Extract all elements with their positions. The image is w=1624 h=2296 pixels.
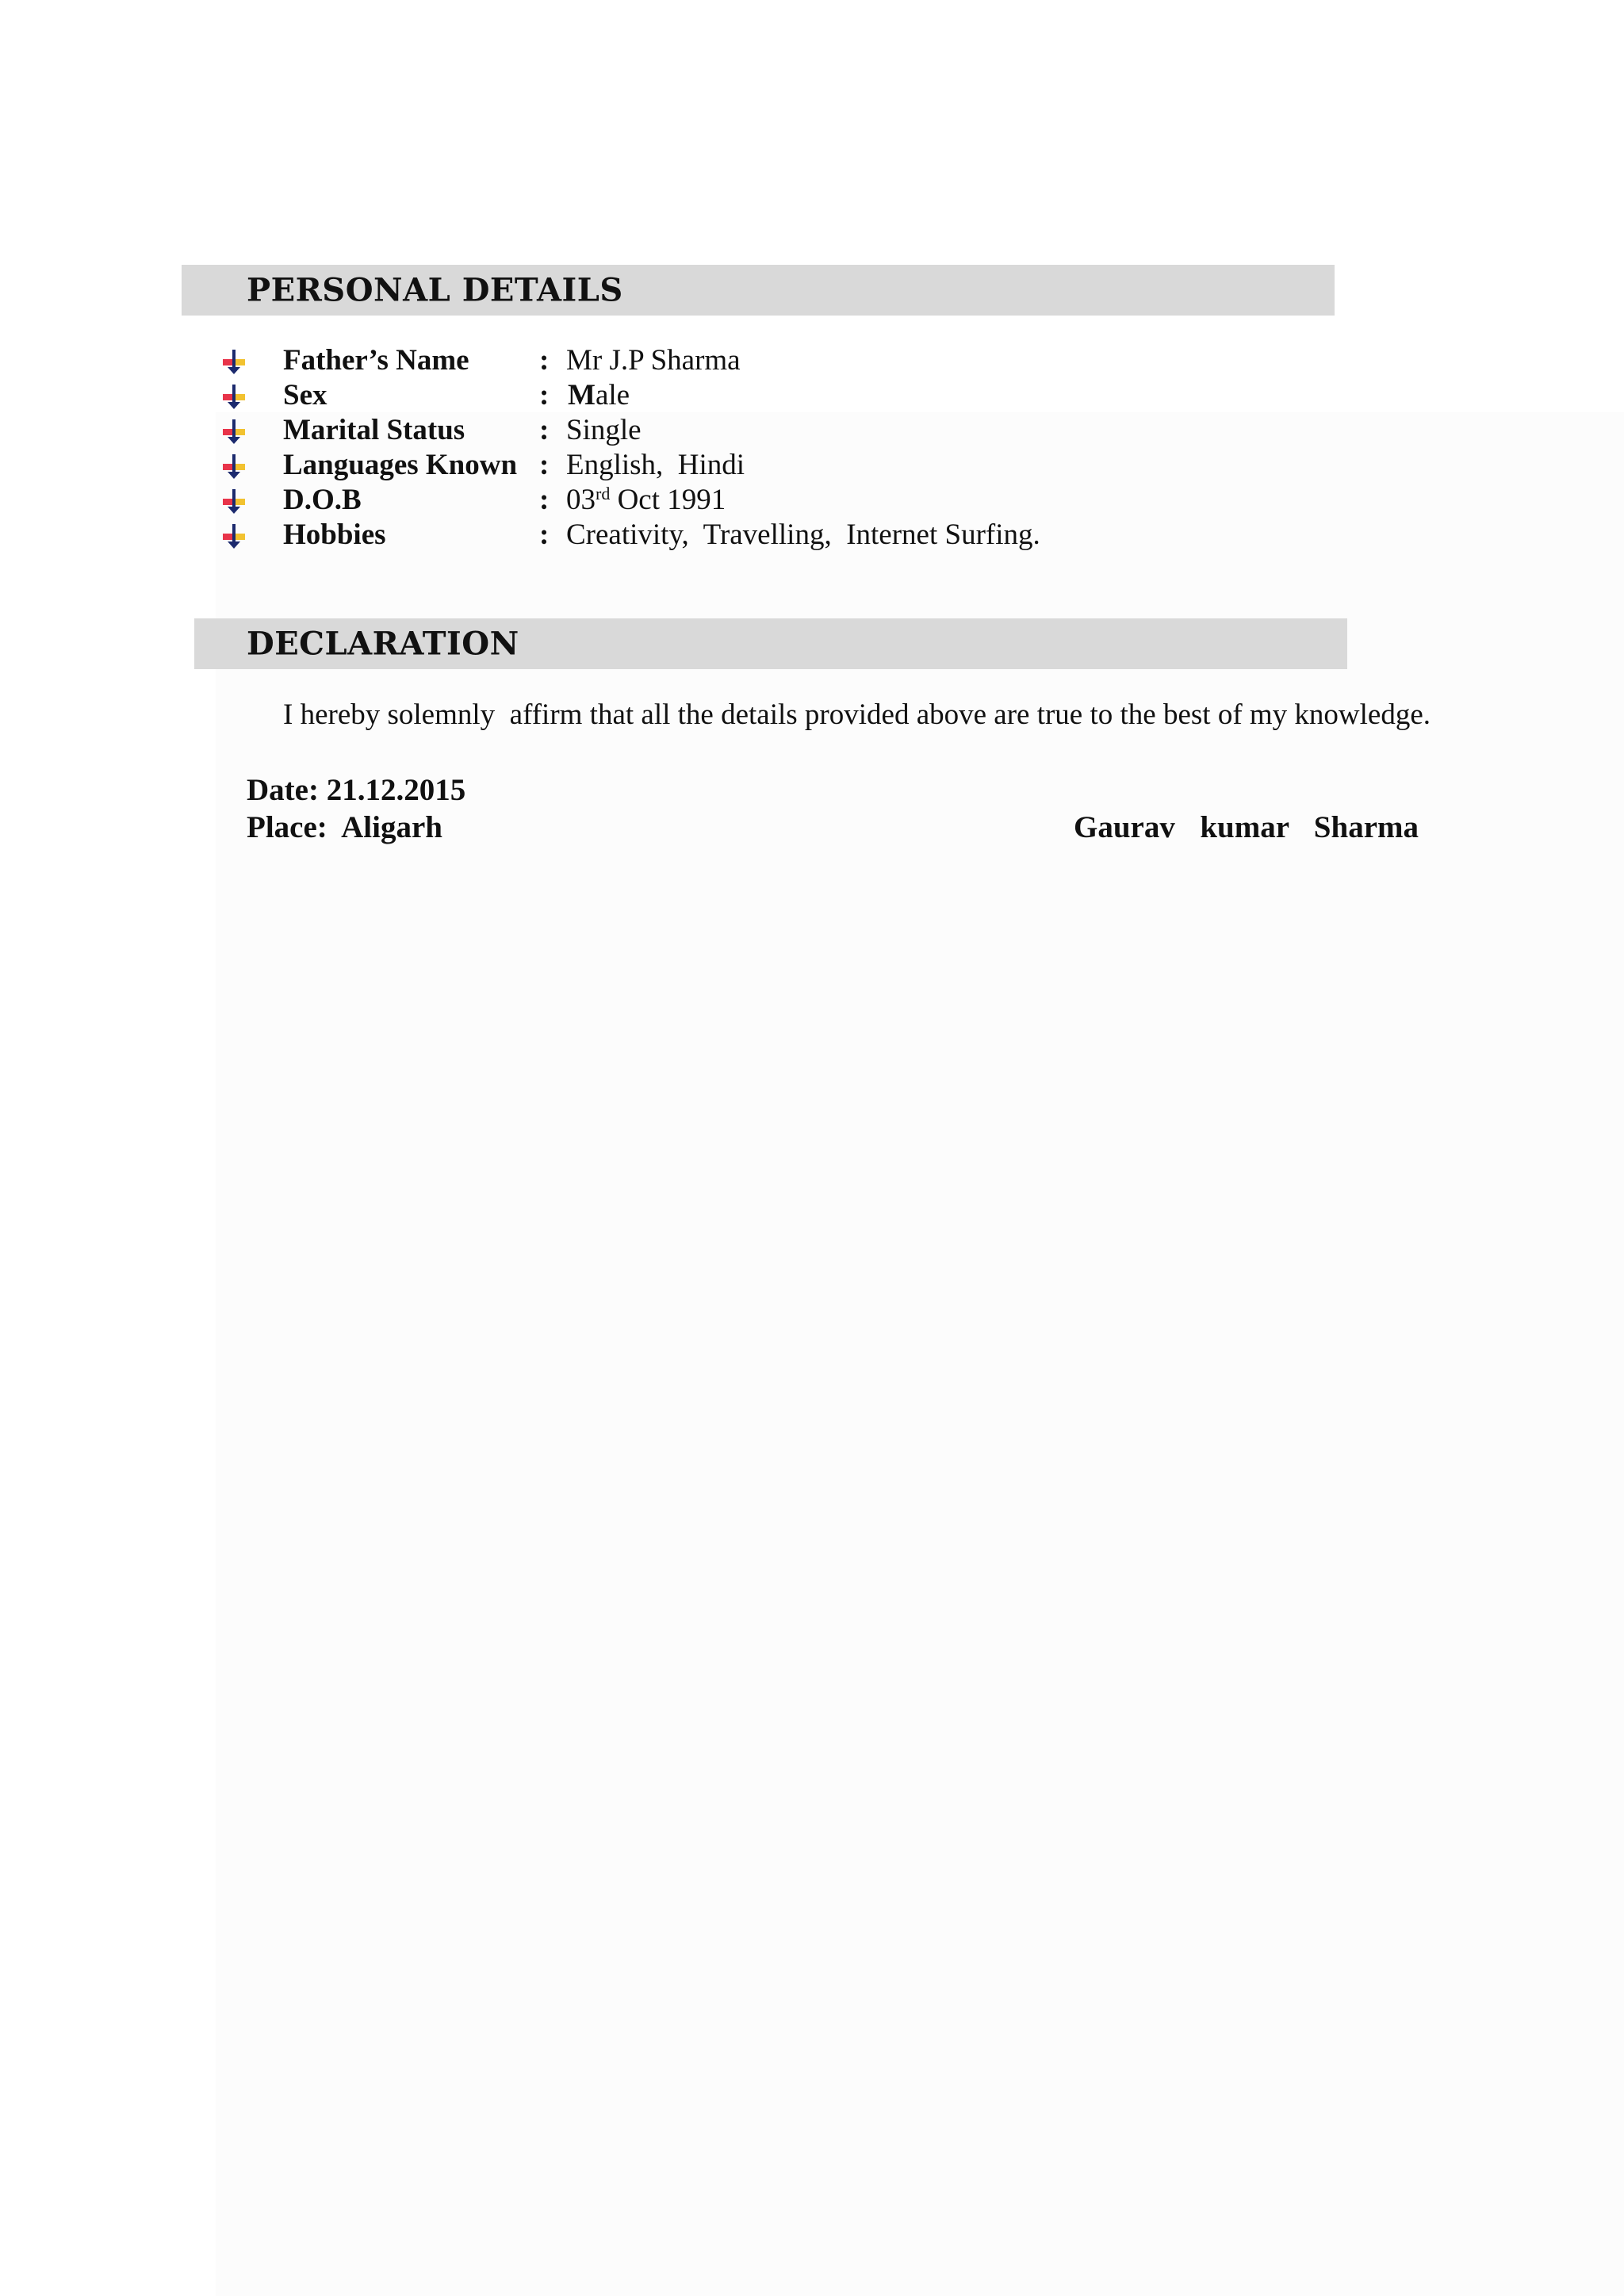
declaration-text: I hereby solemnly affirm that all the details provided above are true to the best of my knowledge. (283, 698, 1431, 731)
detail-row-sex (0, 378, 1269, 413)
detail-colon: : (539, 519, 550, 551)
arrow-down-bullet-icon (220, 348, 248, 377)
detail-value: Creativity, Travelling, Internet Surfing. (566, 519, 1040, 551)
detail-colon: : (539, 379, 550, 411)
dob-suffix: rd (596, 484, 611, 503)
detail-value-initial: M (568, 379, 596, 411)
dob-day: 03 (566, 484, 596, 516)
detail-row-father-name (0, 343, 1269, 378)
detail-label: Marital Status (283, 414, 465, 446)
detail-value (568, 378, 630, 412)
detail-value: Single (566, 414, 642, 446)
arrow-down-bullet-icon (220, 383, 248, 411)
arrow-down-bullet-icon (220, 453, 248, 481)
personal-details-title: PERSONAL DETAILS (247, 271, 623, 309)
personal-details-header (182, 265, 1335, 316)
detail-row-dob (0, 483, 1269, 518)
detail-colon: : (539, 484, 550, 516)
detail-row-languages (0, 448, 1269, 483)
detail-value: English, Hindi (566, 449, 745, 481)
dob-rest: Oct 1991 (610, 484, 726, 516)
arrow-down-bullet-icon (220, 418, 248, 446)
detail-value (566, 483, 726, 517)
date-line: Date: 21.12.2015 (247, 773, 466, 807)
signature-name: Gaurav kumar Sharma (1074, 810, 1419, 844)
arrow-down-bullet-icon (220, 522, 248, 551)
detail-label: Sex (283, 379, 327, 411)
detail-colon: : (539, 344, 550, 377)
detail-colon: : (539, 449, 550, 481)
declaration-header (194, 618, 1347, 669)
arrow-down-bullet-icon (220, 488, 248, 516)
page-background (216, 412, 1624, 2296)
detail-row-marital-status (0, 413, 1269, 448)
detail-colon: : (539, 414, 550, 446)
detail-row-hobbies (0, 518, 1269, 553)
detail-value-rest: ale (595, 379, 630, 411)
place-line: Place: Aligarh (247, 810, 442, 844)
detail-label: Father’s Name (283, 344, 469, 377)
detail-label: D.O.B (283, 484, 362, 516)
detail-label: Hobbies (283, 519, 386, 551)
detail-value: Mr J.P Sharma (566, 344, 741, 377)
detail-label: Languages Known (283, 449, 518, 481)
declaration-title: DECLARATION (247, 625, 519, 663)
